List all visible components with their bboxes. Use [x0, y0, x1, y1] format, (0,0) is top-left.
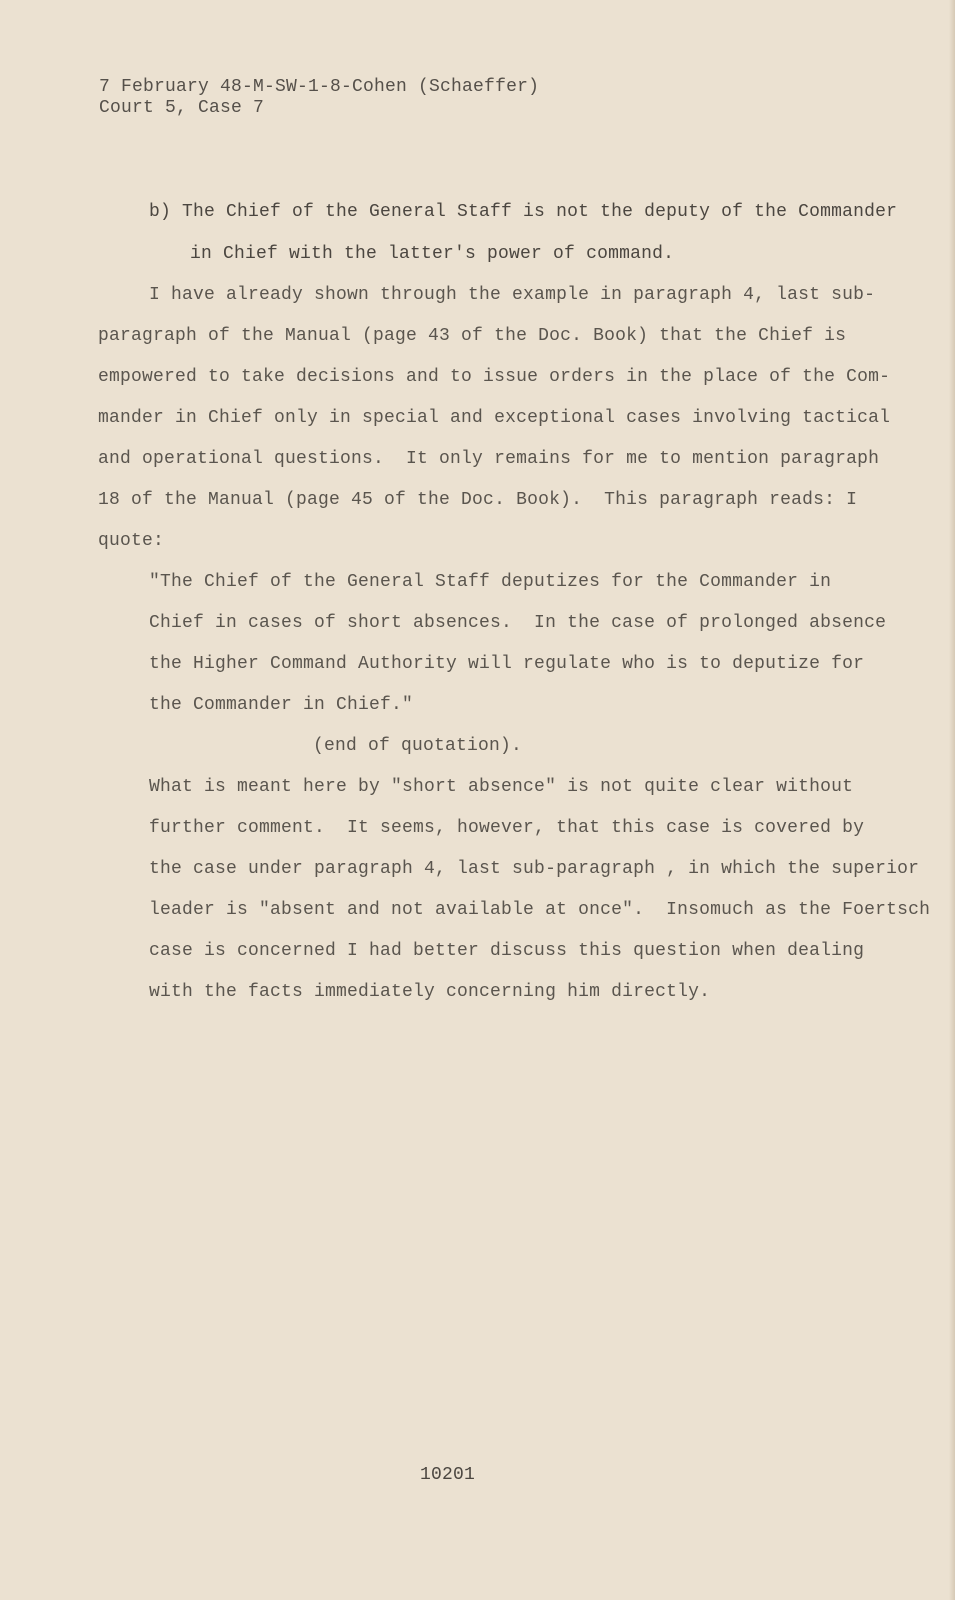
- quote-line: Chief in cases of short absences. In the case of prolonged absence: [149, 613, 887, 633]
- paper-edge: [949, 0, 955, 1600]
- paragraph-line: leader is "absent and not available at once". Insomuch as the Foertsch: [149, 900, 931, 920]
- paragraph-line: empowered to take decisions and to issue orders in the place of the Com-: [98, 367, 891, 387]
- quote-line: the Higher Command Authority will regulate who is to deputize for: [149, 654, 865, 674]
- page-number: 10201: [420, 1465, 476, 1485]
- paragraph-line: the case under paragraph 4, last sub-paragraph , in which the superior: [149, 859, 920, 879]
- header-date-line: 7 February 48-M-SW-1-8-Cohen (Schaeffer): [99, 77, 540, 97]
- paragraph-line: mander in Chief only in special and exceptional cases involving tactical: [98, 408, 891, 428]
- section-heading-line-1: b) The Chief of the General Staff is not the deputy of the Commander: [149, 202, 898, 222]
- header-court-line: Court 5, Case 7: [99, 98, 265, 118]
- paragraph-line: with the facts immediately concerning him directly.: [149, 982, 711, 1002]
- paragraph-line: What is meant here by "short absence" is not quite clear without: [149, 777, 854, 797]
- section-heading-line-2: in Chief with the latter's power of command.: [190, 244, 675, 264]
- paragraph-line: and operational questions. It only remains for me to mention paragraph: [98, 449, 880, 469]
- quote-line: the Commander in Chief.": [149, 695, 414, 715]
- paragraph-line: 18 of the Manual (page 45 of the Doc. Book). This paragraph reads: I: [98, 490, 858, 510]
- end-of-quotation: (end of quotation).: [313, 736, 523, 756]
- paragraph-line: I have already shown through the example in paragraph 4, last sub-: [149, 285, 876, 305]
- paragraph-line: paragraph of the Manual (page 43 of the Doc. Book) that the Chief is: [98, 326, 847, 346]
- quote-line: "The Chief of the General Staff deputizes for the Commander in: [149, 572, 832, 592]
- paragraph-line: case is concerned I had better discuss this question when dealing: [149, 941, 865, 961]
- paragraph-line: further comment. It seems, however, that this case is covered by: [149, 818, 865, 838]
- paragraph-line: quote:: [98, 531, 165, 551]
